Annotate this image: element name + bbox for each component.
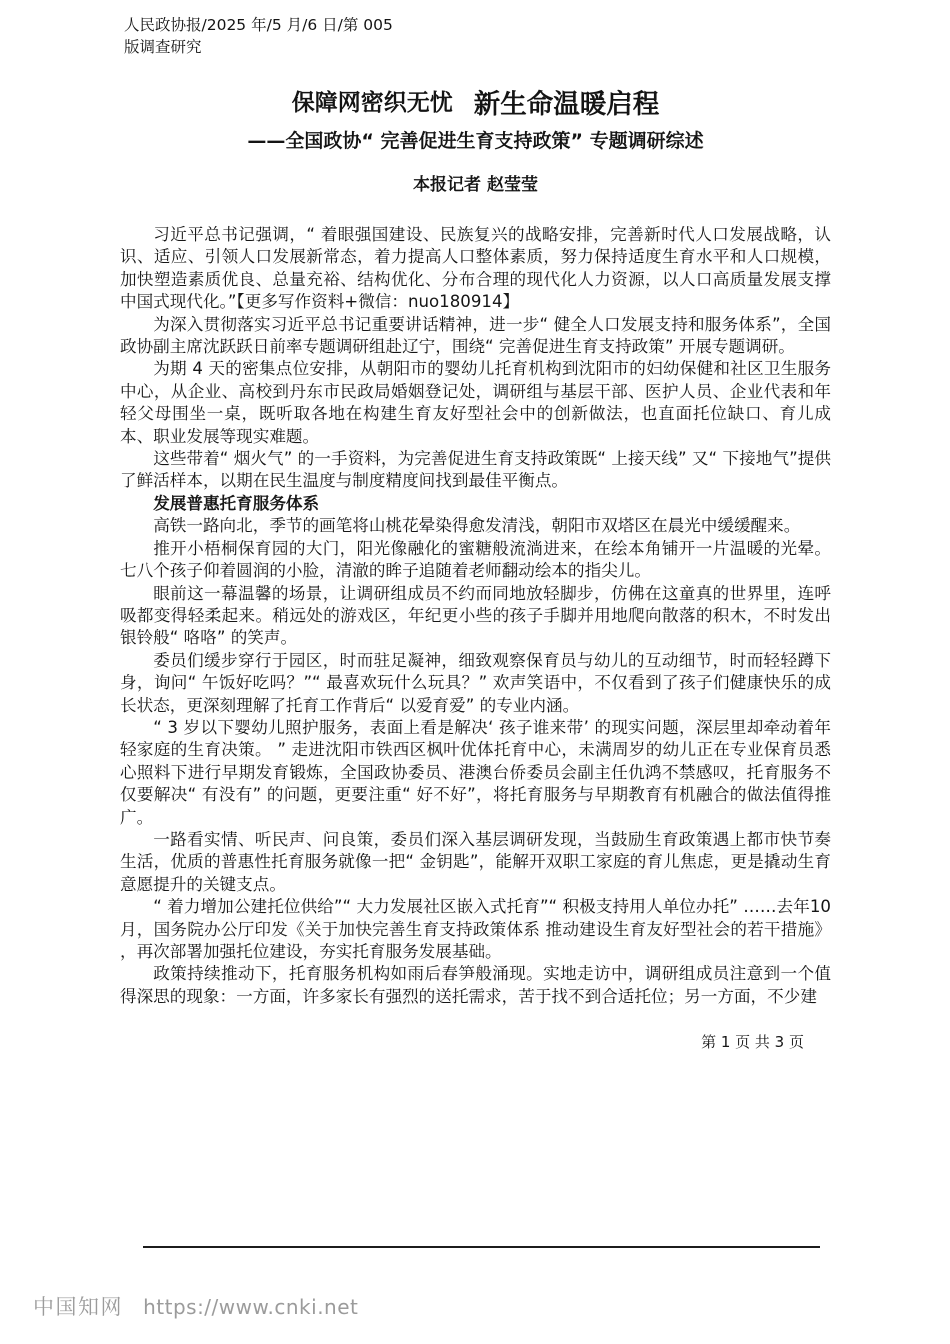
cnki-url-text: https://www.cnki.net — [143, 1295, 359, 1319]
body-paragraph: 政策持续推动下，托育服务机构如雨后春笋般涌现。实地走访中，调研组成员注意到一个值得深思的现象：一方面，许多家长有强烈的送托需求，苦于找不到合适托位；另一方面，不少建 — [120, 964, 831, 1006]
body-paragraph: 这些带着“ 烟火气” 的一手资料，为完善促进生育支持政策既“ 上接天线” 又“ 下接地气”提供了鲜活样本，以期在民生温度与制度精度间找到最佳平衡点。 — [120, 449, 831, 491]
section-heading: 发展普惠托育服务体系 — [153, 493, 320, 513]
article-title-part1: 保障网密织无忧 — [291, 90, 453, 116]
body-paragraph: “ 着力增加公建托位供给”“ 大力发展社区嵌入式托育”“ 积极支持用人单位办托” ……去年10 月，国务院办公厅印发《关于加快完善生育支持政策体系 推动建设生育友好型社会的若干措施》 ，再次部署加强托位建设，夯实托育服务发展基础。 — [120, 897, 831, 961]
body-paragraph: 推开小梧桐保育园的大门，阳光像融化的蜜糖般流淌进来，在绘本角铺开一片温暖的光晕。七八个孩子仰着圆润的小脸，清澈的眸子追随着老师翻动绘本的指尖儿。 — [120, 538, 831, 581]
body-paragraph: 为期 4 天的密集点位安排，从朝阳市的婴幼儿托育机构到沈阳市的妇幼保健和社区卫生服务中心，从企业、高校到丹东市民政局婚姻登记处，调研组与基层干部、医护人员、企业代表和年轻父母围坐一桌，既听取各地在构建生育友好型社会中的创新做法，也直面托位缺口、育儿成本、职业发展等现实难题。 — [120, 359, 831, 446]
body-paragraph: 一路看实情、听民声、问良策，委员们深入基层调研发现，当鼓励生育政策遇上都市快节奏生活，优质的普惠性托育服务就像一把“ 金钥匙”，能解开双职工家庭的育儿焦虑，更是撬动生育意愿提升的关键支点。 — [120, 829, 831, 894]
doc-source-line2: 版调查研究 — [124, 38, 202, 56]
body-paragraph: 眼前这一幕温馨的场景，让调研组成员不约而同地放轻脚步，仿佛在这童真的世界里，连呼吸都变得轻柔起来。稍远处的游戏区，年纪更小些的孩子手脚并用地爬向散落的积木，不时发出银铃般“ 咯咯” 的笑声。 — [120, 583, 831, 648]
article-subtitle: ——全国政协“ 完善促进生育支持政策” 专题调研综述 — [247, 130, 704, 152]
doc-source-line1: 人民政协报/2025 年/5 月/6 日/第 005 — [124, 16, 393, 34]
article-author: 本报记者 赵莹莹 — [413, 175, 538, 195]
cnki-brand-label: 中国知网 — [33, 1295, 123, 1319]
cnki-footer — [33, 1291, 358, 1321]
body-paragraph: 习近平总书记强调，“ 着眼强国建设、民族复兴的战略安排，完善新时代人口发展战略，认识、适应、引领人口发展新常态，着力提高人口整体素质，努力保持适度生育水平和人口规模，加快塑造素质优良、总量充裕、结构优化、分布合理的现代化人力资源，以人口高质量发展支撑中国式现代化。”【更多写作资料+微信：nuo180914】 — [120, 225, 831, 312]
article-title — [120, 82, 831, 121]
footer-divider — [143, 1246, 820, 1248]
body-paragraph: 委员们缓步穿行于园区，时而驻足凝神，细致观察保育员与幼儿的互动细节，时而轻轻蹲下身，询问“ 午饭好吃吗？”“ 最喜欢玩什么玩具？” 欢声笑语中，不仅看到了孩子们健康快乐的成长状态，更深刻理解了托育工作背后“ 以爱育爱” 的专业内涵。 — [120, 650, 831, 715]
body-paragraph: 为深入贯彻落实习近平总书记重要讲话精神，进一步“ 健全人口发展支持和服务体系”，全国政协副主席沈跃跃日前率专题调研组赴辽宁，围绕“ 完善促进生育支持政策” 开展专题调研。 — [120, 314, 831, 357]
body-paragraph: “ 3 岁以下婴幼儿照护服务，表面上看是解决‘ 孩子谁来带’ 的现实问题，深层里却牵动着年轻家庭的生育决策。 ” 走进沈阳市铁西区枫叶优体托育中心，未满周岁的幼儿正在专业保育员悉心照料下进行早期发育锻炼，全国政协委员、港澳台侨委员会副主任仇鸿不禁感叹，托育服务不仅要解决“ 有没有” 的问题，更要注重“ 好不好”，将托育服务与早期教育有机融合的做法值得推广。 — [120, 717, 831, 827]
page-number: 第 1 页 共 3 页 — [701, 1033, 804, 1052]
article-title-part2: 新生命温暖启程 — [473, 89, 660, 120]
article-body — [120, 224, 831, 1008]
doc-source-header — [124, 14, 831, 58]
body-paragraph: 高铁一路向北，季节的画笔将山桃花晕染得愈发清浅，朝阳市双塔区在晨光中缓缓醒来。 — [153, 516, 801, 536]
